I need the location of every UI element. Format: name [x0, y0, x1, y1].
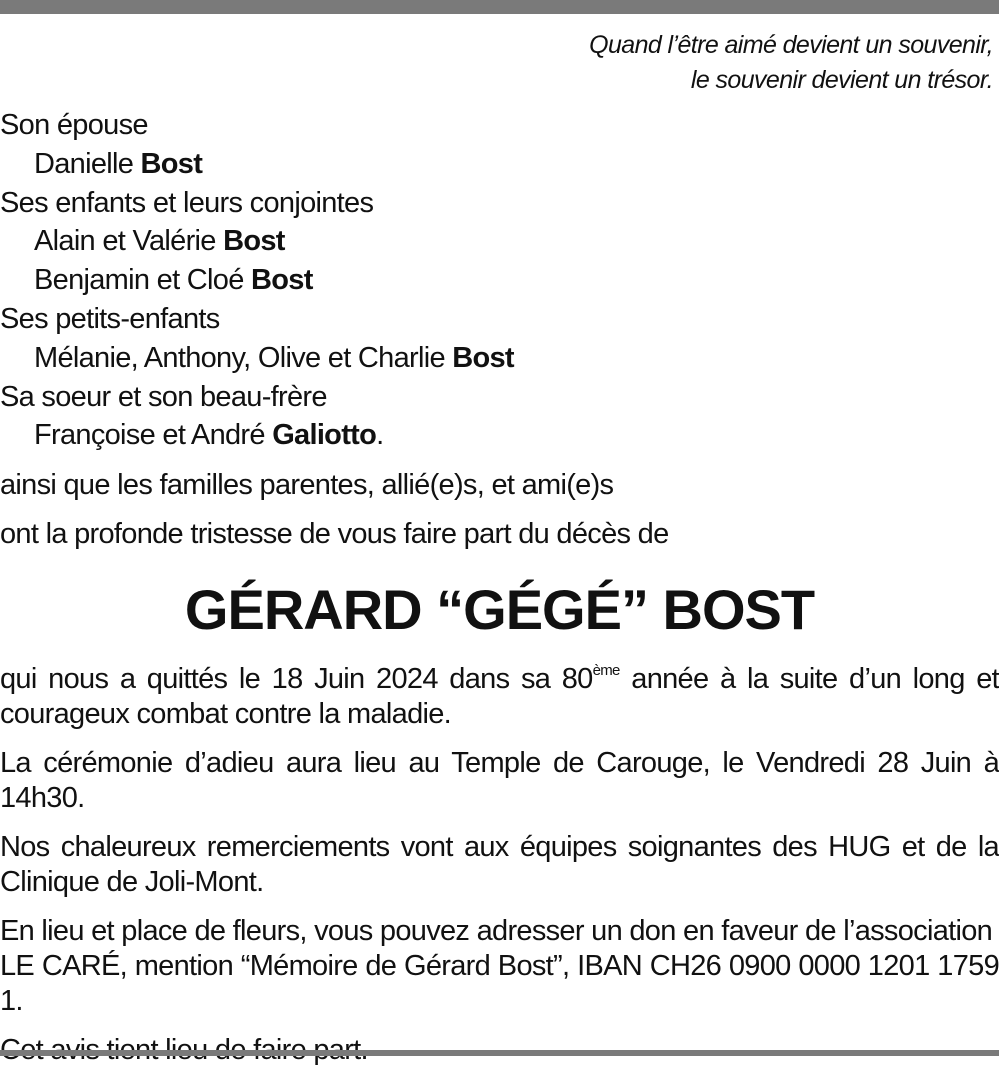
child2-first-names: Benjamin et Cloé	[34, 264, 244, 297]
child-entry-1	[0, 222, 999, 261]
child2-surname: Bost	[251, 264, 313, 297]
grandchildren-surname: Bost	[452, 341, 514, 374]
spouse-surname: Bost	[140, 147, 203, 180]
ordinal-superscript: ème	[592, 662, 620, 680]
thanks-paragraph: Nos chaleureux remerciements vont aux équipes soignantes des HUG et de la Clinique de Joli-Mont.	[0, 831, 999, 899]
donation-paragraph	[0, 914, 999, 1019]
death-notice	[0, 14, 999, 1068]
allies-line: ainsi que les familles parentes, allié(e)s, et ami(e)s	[0, 469, 614, 502]
deceased-name: GÉRARD “GÉGÉ” BOST	[184, 578, 815, 642]
sister-first-names: Françoise et André	[34, 419, 265, 452]
sister-entry-period: .	[376, 419, 384, 452]
child1-surname: Bost	[223, 225, 285, 258]
quote-line-2: le souvenir devient un trésor.	[690, 66, 993, 94]
grandchildren-entry	[0, 339, 999, 378]
child-entry-2	[0, 261, 999, 300]
death-paragraph	[0, 662, 999, 732]
children-heading: Ses enfants et leurs conjointes	[0, 186, 374, 219]
child1-first-names: Alain et Valérie	[34, 225, 216, 258]
spouse-entry	[0, 145, 999, 184]
sister-surname: Galiotto	[272, 419, 377, 452]
grandchildren-heading: Ses petits-enfants	[0, 302, 220, 335]
bottom-rule	[0, 1050, 999, 1056]
donation-line-2: LE CARÉ, mention “Mémoire de Gérard Bost”, IBAN CH26 0900 0000 1201 1759 1.	[0, 950, 999, 1018]
announcement-line: ont la profonde tristesse de vous faire part du décès de	[0, 518, 669, 551]
top-rule	[0, 0, 999, 14]
donation-line-1: En lieu et place de fleurs, vous pouvez adresser un don en faveur de l’association	[0, 915, 993, 948]
death-text-after: année à la suite d’un long et courageux combat contre la maladie.	[0, 663, 999, 731]
spouse-heading: Son épouse	[0, 109, 148, 141]
sister-heading: Sa soeur et son beau-frère	[0, 380, 327, 413]
quote-line-1: Quand l’être aimé devient un souvenir,	[589, 31, 993, 59]
ceremony-paragraph: La cérémonie d’adieu aura lieu au Temple de Carouge, le Vendredi 28 Juin à 14h30.	[0, 747, 999, 815]
family-list	[0, 106, 999, 455]
sister-entry	[0, 416, 999, 455]
death-text-before: qui nous a quittés le 18 Juin 2024 dans sa 80	[0, 663, 593, 696]
grandchildren-first-names: Mélanie, Anthony, Olive et Charlie	[34, 341, 445, 374]
spouse-first-name: Danielle	[34, 147, 134, 180]
epigraph-quote	[0, 28, 993, 98]
